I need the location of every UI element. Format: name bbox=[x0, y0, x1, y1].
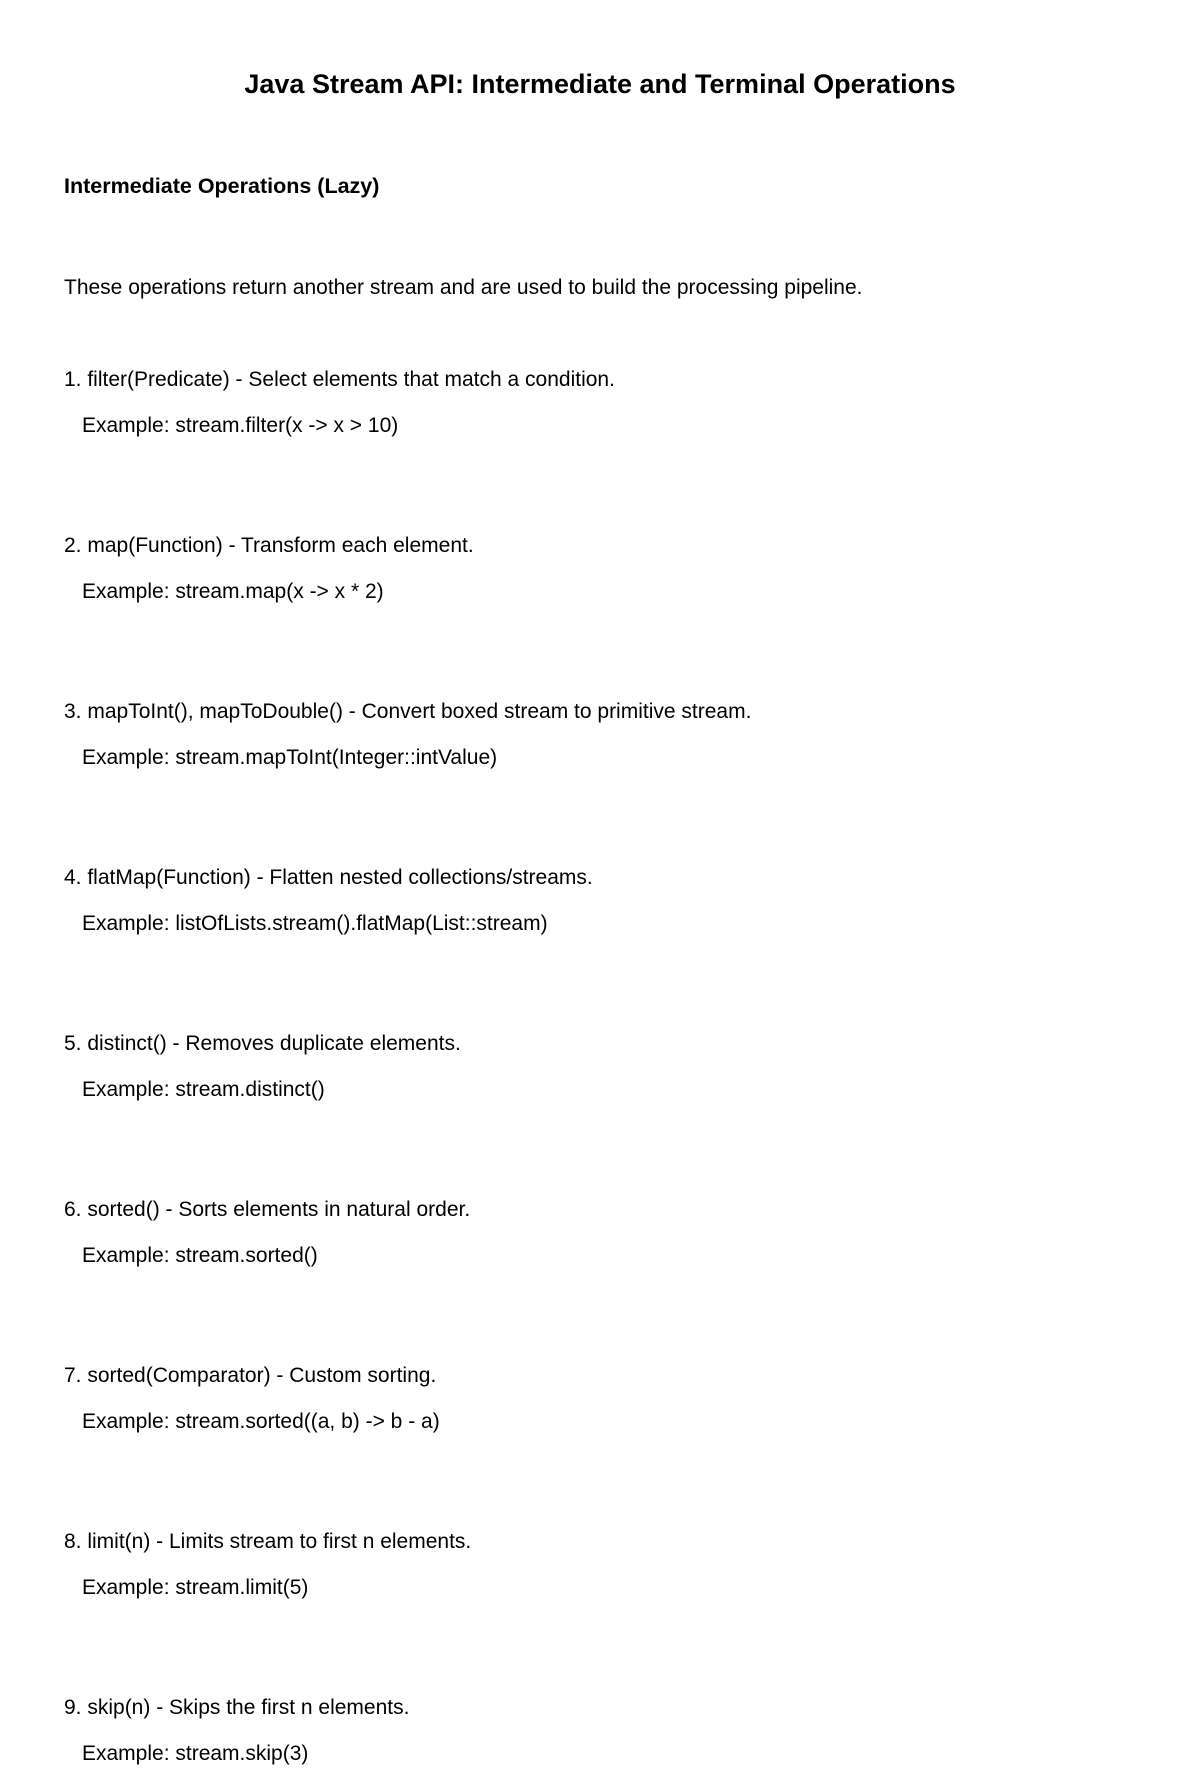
operation-item bbox=[64, 698, 1136, 772]
operation-item bbox=[64, 1030, 1136, 1104]
operation-description: 3. mapToInt(), mapToDouble() - Convert boxed stream to primitive stream. bbox=[64, 700, 752, 723]
operation-example: Example: stream.skip(3) bbox=[82, 1742, 309, 1765]
operation-description: 2. map(Function) - Transform each element. bbox=[64, 534, 474, 557]
operation-example: Example: listOfLists.stream().flatMap(List::stream) bbox=[82, 912, 548, 935]
operation-description: 6. sorted() - Sorts elements in natural order. bbox=[64, 1198, 471, 1221]
section-heading: Intermediate Operations (Lazy) bbox=[64, 174, 380, 198]
document-title: Java Stream API: Intermediate and Terminal Operations bbox=[244, 69, 956, 99]
operation-example: Example: stream.sorted((a, b) -> b - a) bbox=[82, 1410, 440, 1433]
operation-example: Example: stream.filter(x -> x > 10) bbox=[82, 414, 399, 437]
operation-item bbox=[64, 1196, 1136, 1270]
operation-item bbox=[64, 1694, 1136, 1768]
operation-example: Example: stream.mapToInt(Integer::intValue) bbox=[82, 746, 498, 769]
operation-description: 7. sorted(Comparator) - Custom sorting. bbox=[64, 1364, 437, 1387]
operation-item bbox=[64, 864, 1136, 938]
operation-description: 5. distinct() - Removes duplicate elements. bbox=[64, 1032, 461, 1055]
operation-description: 1. filter(Predicate) - Select elements that match a condition. bbox=[64, 368, 615, 391]
operations-list bbox=[64, 302, 1136, 1768]
operation-description: 4. flatMap(Function) - Flatten nested collections/streams. bbox=[64, 866, 593, 889]
operation-example: Example: stream.distinct() bbox=[82, 1078, 325, 1101]
operation-example: Example: stream.map(x -> x * 2) bbox=[82, 580, 384, 603]
operation-example: Example: stream.limit(5) bbox=[82, 1576, 309, 1599]
operation-item bbox=[64, 532, 1136, 606]
operation-item bbox=[64, 366, 1136, 440]
operation-description: 8. limit(n) - Limits stream to first n elements. bbox=[64, 1530, 472, 1553]
intro-paragraph: These operations return another stream and are used to build the processing pipeline. bbox=[64, 276, 863, 299]
operation-example: Example: stream.sorted() bbox=[82, 1244, 318, 1267]
operation-description: 9. skip(n) - Skips the first n elements. bbox=[64, 1696, 410, 1719]
operation-item bbox=[64, 1528, 1136, 1602]
operation-item bbox=[64, 1362, 1136, 1436]
